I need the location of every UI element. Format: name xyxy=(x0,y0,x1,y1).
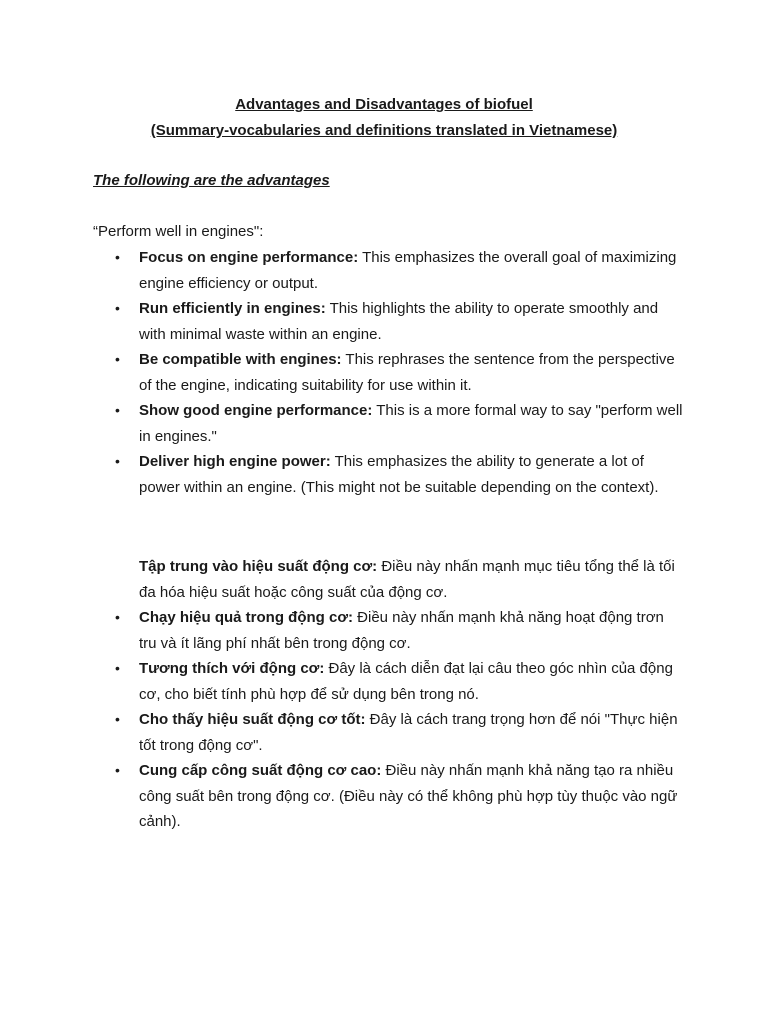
document-subtitle: (Summary-vocabularies and definitions translated in Vietnamese) xyxy=(150,122,618,139)
item-term: Run efficiently in engines: xyxy=(139,300,326,317)
item-text: This highlights the ability to operate smoothly and with minimal waste within an engine. xyxy=(139,300,659,343)
bullet-icon: • xyxy=(115,711,120,727)
list-item xyxy=(115,449,684,500)
bullet-icon: • xyxy=(115,249,120,265)
item-term: Cung cấp công suất động cơ cao: xyxy=(139,762,382,779)
section-heading: The following are the advantages xyxy=(93,172,330,189)
list-item xyxy=(115,347,684,398)
bullet-icon: • xyxy=(115,609,120,625)
bullet-icon: • xyxy=(115,300,120,316)
item-text: This rephrases the sentence from the perspective of the engine, indicating suitability for use within it. xyxy=(139,351,675,394)
item-text: Điều này nhấn mạnh khả năng tạo ra nhiều công suất bên trong động cơ. (Điều này có thể không phù hợp tùy thuộc vào ngữ cảnh). xyxy=(139,762,678,830)
item-text: Đây là cách diễn đạt lại câu theo góc nhìn của động cơ, cho biết tính phù hợp để sử dụng bên trong nó. xyxy=(139,660,673,703)
list-item xyxy=(115,656,684,707)
list-item xyxy=(139,554,684,605)
item-term: Cho thấy hiệu suất động cơ tốt: xyxy=(139,711,366,728)
item-term: Deliver high engine power: xyxy=(139,453,331,470)
item-text: Điều này nhấn mạnh khả năng hoạt động trơn tru và ít lãng phí nhất bên trong động cơ. xyxy=(139,609,664,652)
item-term: Tương thích với động cơ: xyxy=(139,660,325,677)
list-item xyxy=(115,296,684,347)
item-text: Điều này nhấn mạnh mục tiêu tổng thể là tối đa hóa hiệu suất hoặc công suất của động cơ. xyxy=(139,558,675,601)
list-item xyxy=(115,245,684,296)
item-term: Be compatible with engines: xyxy=(139,351,342,368)
item-text: This emphasizes the ability to generate a lot of power within an engine. (This might not be suitable depending on the context). xyxy=(139,453,659,496)
list-item xyxy=(115,398,684,449)
bullet-icon: • xyxy=(115,762,120,778)
item-text: This is a more formal way to say "perform well in engines." xyxy=(139,402,683,445)
item-text: Đây là cách trang trọng hơn để nói "Thực hiện tốt trong động cơ". xyxy=(139,711,678,754)
english-list xyxy=(115,245,684,500)
bullet-icon: • xyxy=(115,402,120,418)
bullet-icon: • xyxy=(115,660,120,676)
list-item xyxy=(115,605,684,656)
item-text: This emphasizes the overall goal of maximizing engine efficiency or output. xyxy=(139,249,677,292)
item-term: Chạy hiệu quả trong động cơ: xyxy=(139,609,353,626)
list-item xyxy=(115,707,684,758)
bullet-icon: • xyxy=(115,351,120,367)
item-term: Show good engine performance: xyxy=(139,402,373,419)
bullet-icon: • xyxy=(115,453,120,469)
item-term: Focus on engine performance: xyxy=(139,249,359,266)
intro-line: “Perform well in engines": xyxy=(93,223,264,240)
vietnamese-list xyxy=(115,554,684,835)
document-title: Advantages and Disadvantages of biofuel xyxy=(235,96,533,113)
item-term: Tập trung vào hiệu suất động cơ: xyxy=(139,558,378,575)
list-item xyxy=(115,758,684,835)
